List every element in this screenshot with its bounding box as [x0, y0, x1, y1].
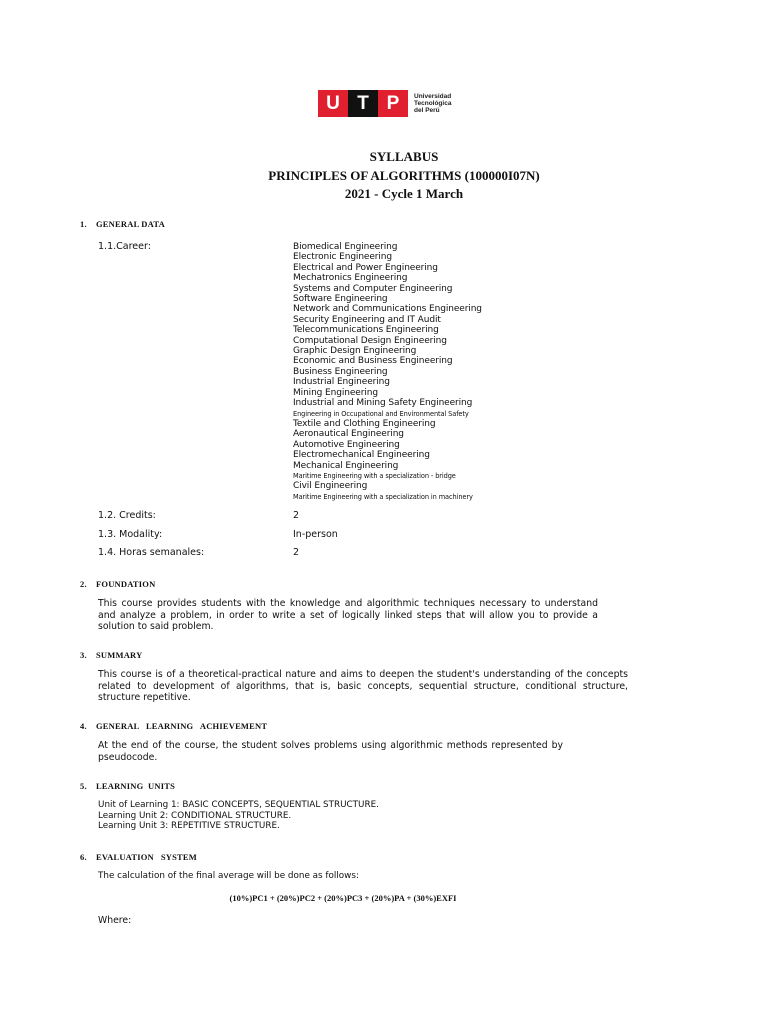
career-item: Graphic Design Engineering — [293, 346, 417, 357]
career-item: Computational Design Engineering — [293, 335, 447, 346]
career-label: 1.1.Career: — [98, 241, 151, 252]
credits-label: 1.2. Credits: — [98, 510, 156, 521]
section-number: 1. — [80, 219, 87, 229]
career-item: Business Engineering — [293, 366, 388, 377]
section-heading-evaluation — [80, 852, 197, 862]
summary-text: This course is of a theoretical-practical nature and aims to deepen the student's understanding of the concepts related to development of algorithms, that is, basic concepts, sequential structure, conditional structure, structure repetitive. — [98, 669, 628, 703]
section-number: 2. — [80, 579, 87, 589]
career-item: Security Engineering and IT Audit — [293, 314, 441, 325]
section-number: 3. — [80, 650, 87, 660]
career-item: Economic and Business Engineering — [293, 356, 453, 367]
section-title: FOUNDATION — [96, 579, 156, 589]
career-item: Aeronautical Engineering — [293, 429, 404, 440]
career-item: Textile and Clothing Engineering — [293, 418, 436, 429]
section-heading-foundation — [80, 579, 155, 589]
section-title: GENERAL DATA — [96, 219, 165, 229]
section-number: 4. — [80, 721, 87, 731]
doc-title: SYLLABUS — [369, 149, 439, 164]
section-heading-general-data — [80, 219, 165, 229]
section-title: GENERAL LEARNING ACHIEVEMENT — [96, 721, 268, 731]
hours-value: 2 — [293, 547, 300, 558]
career-list — [293, 242, 482, 502]
section-number: 6. — [80, 852, 87, 862]
cycle-title: 2021 - Cycle 1 March — [344, 186, 464, 201]
career-item: Software Engineering — [293, 294, 388, 305]
evaluation-formula: (10%)PC1 + (20%)PC2 + (20%)PC3 + (20%)PA + (30%)EXFI — [229, 893, 457, 903]
logo-name-line: Universidad — [414, 93, 452, 100]
hours-label: 1.4. Horas semanales: — [98, 547, 205, 558]
evaluation-intro: The calculation of the final average will be done as follows: — [98, 871, 359, 881]
learning-units-list — [98, 800, 628, 832]
section-heading-summary — [80, 650, 142, 660]
career-item: Mechanical Engineering — [293, 460, 399, 471]
section-title: EVALUATION SYSTEM — [96, 852, 198, 862]
career-item: Maritime Engineering with a specialization - bridge — [293, 471, 456, 480]
foundation-text: This course provides students with the knowledge and algorithmic techniques necessary to understand and analyze a problem, in order to write a set of logically linked steps that will allow you to provide a solution to said problem. — [98, 598, 598, 632]
career-item: Network and Communications Engineering — [293, 304, 482, 315]
evaluation-where: Where: — [98, 915, 132, 926]
learning-unit-item: Learning Unit 3: REPETITIVE STRUCTURE. — [98, 821, 280, 831]
modality-label: 1.3. Modality: — [98, 529, 163, 540]
career-item: Systems and Computer Engineering — [293, 283, 453, 294]
section-heading-achievement — [80, 721, 267, 731]
utp-logo — [318, 90, 464, 117]
career-item: Mining Engineering — [293, 387, 378, 398]
modality-value: In-person — [293, 529, 338, 540]
career-item: Industrial Engineering — [293, 377, 390, 388]
section-title: LEARNING UNITS — [96, 781, 176, 791]
career-item: Electromechanical Engineering — [293, 450, 430, 461]
career-item: Industrial and Mining Safety Engineering — [293, 398, 473, 409]
credits-value: 2 — [293, 510, 300, 521]
career-item: Engineering in Occupational and Environmental Safety — [293, 409, 469, 418]
logo-letter-p: P — [378, 90, 408, 117]
logo-letter-t: T — [348, 90, 378, 117]
career-item: Civil Engineering — [293, 481, 368, 492]
career-item: Automotive Engineering — [293, 439, 400, 450]
learning-unit-item: Learning Unit 2: CONDITIONAL STRUCTURE. — [98, 810, 292, 821]
logo-name-line: del Perú — [414, 107, 440, 114]
section-number: 5. — [80, 781, 87, 791]
section-title: SUMMARY — [96, 650, 143, 660]
career-item: Mechatronics Engineering — [293, 273, 408, 284]
career-item: Telecommunications Engineering — [293, 325, 439, 336]
logo-university-name — [414, 93, 464, 114]
course-title: PRINCIPLES OF ALGORITHMS (100000I07N) — [268, 168, 540, 183]
career-item: Electrical and Power Engineering — [293, 262, 438, 273]
career-item: Biomedical Engineering — [293, 242, 398, 252]
achievement-text: At the end of the course, the student solves problems using algorithmic methods represented by pseudocode. — [98, 740, 563, 763]
section-heading-learning-units — [80, 781, 175, 791]
logo-letter-u: U — [318, 90, 348, 117]
learning-unit-item: Unit of Learning 1: BASIC CONCEPTS, SEQUENTIAL STRUCTURE. — [98, 800, 379, 810]
career-item: Maritime Engineering with a specialization in machinery — [293, 492, 473, 501]
logo-name-line: Tecnológica — [414, 100, 452, 107]
career-item: Electronic Engineering — [293, 252, 393, 263]
